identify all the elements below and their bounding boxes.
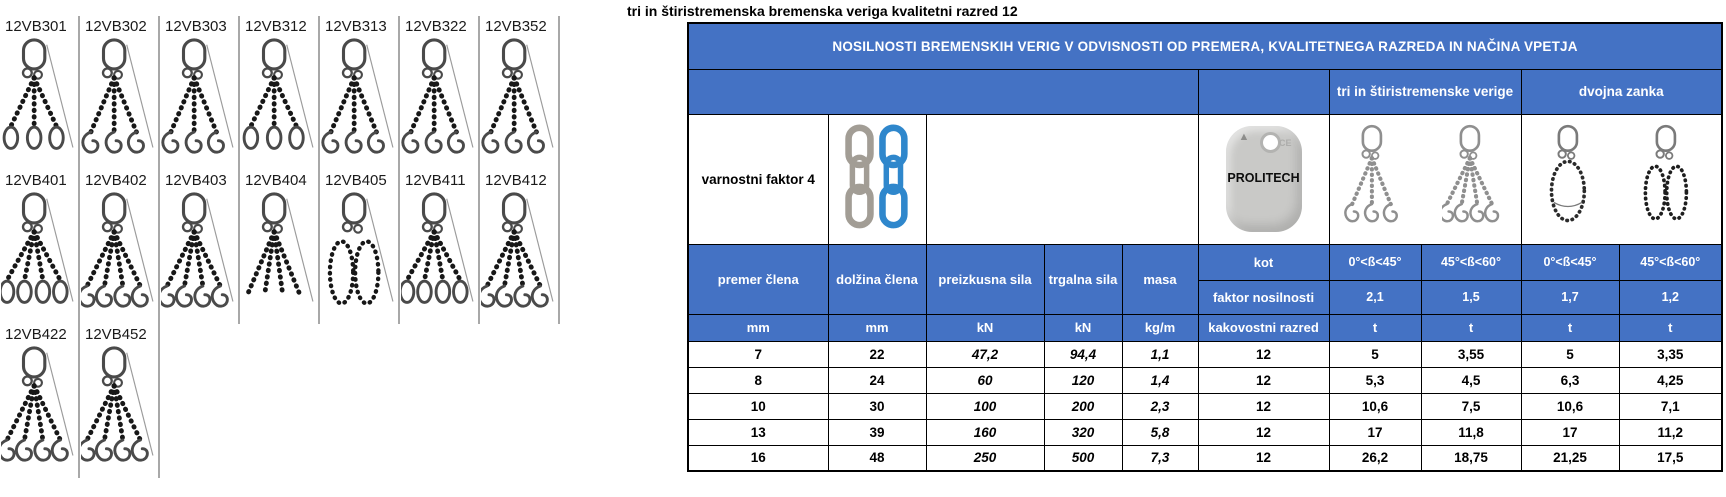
spec-cell: 250 [926,445,1044,471]
spec-cell: 17 [1329,419,1421,445]
product-code-label: 12VB422 [5,326,67,343]
product-sling-image [81,191,157,317]
product-cell-12VB411 [400,170,480,324]
products-row-1 [0,16,624,170]
product-sling-image [1,37,77,163]
spec-cell: 21,25 [1521,445,1619,471]
col-header-preizkusna-sila: preizkusna sila [926,244,1044,314]
group-header-three-four-leg: tri in štiristremenske verige [1329,69,1521,114]
product-code-label: 12VB404 [245,172,307,189]
chain-links-image [842,124,912,230]
spec-cell: 3,35 [1619,341,1722,367]
spec-cell: 1,4 [1122,367,1198,393]
unit-kn: kN [1044,314,1122,341]
spec-cell: 5,3 [1329,367,1421,393]
product-sling-image [321,37,397,163]
spec-cell: 16 [688,445,828,471]
angle-row-label: kot [1198,244,1329,280]
product-cell-12VB303 [160,16,240,170]
spec-cell: 3,55 [1421,341,1521,367]
four-leg-sling-image [1442,123,1506,231]
tag-ce-mark: CE [1278,138,1292,148]
product-cell-12VB352 [480,16,560,170]
spec-cell: 4,5 [1421,367,1521,393]
tag-hole [1263,135,1278,150]
product-cell-12VB422 [0,324,80,478]
spec-cell: 47,2 [926,341,1044,367]
col-header-dolzina-clena: dolžina člena [828,244,926,314]
factor-row-label: faktor nosilnosti [1198,280,1329,314]
table-main-header: NOSILNOSTI BREMENSKIH VERIG V ODVISNOSTI OD PREMERA, KVALITETNEGA RAZREDA IN NAČINA VPETJA [688,23,1722,69]
product-cell-12VB403 [160,170,240,324]
spec-cell: 100 [926,393,1044,419]
quality-class-label: kakovostni razred [1198,314,1329,341]
group-header-row [688,69,1722,114]
angle-value: 0°<ß<45° [1329,244,1421,280]
spec-cell: 500 [1044,445,1122,471]
product-code-label: 12VB352 [485,18,547,35]
product-code-label: 12VB301 [5,18,67,35]
unit-kgm: kg/m [1122,314,1198,341]
spec-cell: 120 [1044,367,1122,393]
spec-cell: 12 [1198,419,1329,445]
spec-cell: 7 [688,341,828,367]
load-capacity-table [687,22,1723,472]
product-cell-12VB302 [80,16,160,170]
empty-header-cell [688,69,1198,114]
empty-header-cell [1198,69,1329,114]
spec-cell: 160 [926,419,1044,445]
double-loop-slings-image-cell [1521,114,1722,244]
chain-links-image-cell [828,114,926,244]
product-cell-12VB452 [80,324,160,478]
spec-row [688,419,1722,445]
units-row [688,314,1722,341]
product-sling-image [481,191,557,317]
spec-cell: 11,2 [1619,419,1722,445]
spec-cell: 13 [688,419,828,445]
spec-cell: 26,2 [1329,445,1421,471]
col-header-masa: masa [1122,244,1198,314]
spec-cell: 5 [1329,341,1421,367]
spec-cell: 17,5 [1619,445,1722,471]
product-sling-image [241,37,317,163]
three-leg-sling-image [1344,123,1408,231]
main-header-row [688,23,1722,69]
spec-cell: 24 [828,367,926,393]
tag-warning-icon: ▲ [1238,131,1250,143]
product-cell-12VB301 [0,16,80,170]
page-title: tri in štiristremenska bremenska veriga kvalitetni razred 12 [627,3,1018,19]
spec-cell: 7,1 [1619,393,1722,419]
spec-cell: 60 [926,367,1044,393]
spec-cell: 48 [828,445,926,471]
product-code-label: 12VB402 [85,172,147,189]
spec-cell: 2,3 [1122,393,1198,419]
prolitech-tag [1226,126,1302,232]
product-code-label: 12VB312 [245,18,307,35]
safety-factor-label: varnostni faktor 4 [688,114,828,244]
spec-cell: 6,3 [1521,367,1619,393]
spec-cell: 1,1 [1122,341,1198,367]
products-row-2 [0,170,624,324]
spec-cell: 17 [1521,419,1619,445]
tag-brand-text: PROLITECH [1227,171,1300,185]
spec-row [688,445,1722,471]
spec-cell: 10,6 [1329,393,1421,419]
product-sling-image [481,37,557,163]
spec-cell: 5 [1521,341,1619,367]
product-cell-12VB405 [320,170,400,324]
spec-row [688,393,1722,419]
product-code-label: 12VB411 [405,172,466,189]
spec-cell: 18,75 [1421,445,1521,471]
col-header-trgalna-sila: trgalna sila [1044,244,1122,314]
spec-cell: 10 [688,393,828,419]
spec-row [688,341,1722,367]
product-sling-image [81,345,157,471]
spec-cell: 12 [1198,367,1329,393]
product-code-label: 12VB405 [325,172,387,189]
spec-cell: 7,5 [1421,393,1521,419]
product-code-label: 12VB412 [485,172,547,189]
three-four-leg-slings-image-cell [1329,114,1521,244]
product-code-label: 12VB403 [165,172,227,189]
product-sling-image [161,37,237,163]
factor-value: 1,2 [1619,280,1722,314]
product-sling-image [1,345,77,471]
unit-mm: mm [828,314,926,341]
product-code-label: 12VB452 [85,326,147,343]
factor-value: 1,7 [1521,280,1619,314]
product-sling-image [321,191,397,317]
spec-cell: 320 [1044,419,1122,445]
product-code-label: 12VB322 [405,18,467,35]
single-loop-sling-image [1540,123,1604,231]
products-panel [0,16,624,478]
angle-value: 45°<ß<60° [1421,244,1521,280]
product-cell-12VB401 [0,170,80,324]
spec-cell: 12 [1198,393,1329,419]
product-cell-12VB404 [240,170,320,324]
id-tag-cell [1198,114,1329,244]
product-sling-image [81,37,157,163]
product-code-label: 12VB302 [85,18,147,35]
spec-cell: 12 [1198,445,1329,471]
unit-t: t [1421,314,1521,341]
unit-mm: mm [688,314,828,341]
spec-cell: 30 [828,393,926,419]
spec-cell: 11,8 [1421,419,1521,445]
empty-cell [926,114,1198,244]
unit-t: t [1521,314,1619,341]
product-code-label: 12VB313 [325,18,387,35]
spec-cell: 4,25 [1619,367,1722,393]
unit-t: t [1329,314,1421,341]
product-sling-image [241,191,317,317]
product-sling-image [401,37,477,163]
angle-value: 45°<ß<60° [1619,244,1722,280]
factor-value: 1,5 [1421,280,1521,314]
product-cell-12VB402 [80,170,160,324]
spec-cell: 8 [688,367,828,393]
group-header-double-loop: dvojna zanka [1521,69,1722,114]
factor-value: 2,1 [1329,280,1421,314]
angle-value: 0°<ß<45° [1521,244,1619,280]
spec-table-wrapper [687,22,1723,472]
product-cell-12VB412 [480,170,560,324]
spec-cell: 200 [1044,393,1122,419]
product-cell-12VB313 [320,16,400,170]
spec-data-rows [688,341,1722,471]
spec-cell: 12 [1198,341,1329,367]
illustration-row [688,114,1722,244]
product-code-label: 12VB401 [5,172,67,189]
spec-cell: 5,8 [1122,419,1198,445]
unit-kn: kN [926,314,1044,341]
product-sling-image [1,191,77,317]
spec-cell: 94,4 [1044,341,1122,367]
product-sling-image [161,191,237,317]
product-sling-image [401,191,477,317]
product-code-label: 12VB303 [165,18,227,35]
product-cell-12VB322 [400,16,480,170]
double-loop-sling-image [1638,123,1702,231]
spec-cell: 7,3 [1122,445,1198,471]
product-cell-12VB312 [240,16,320,170]
spec-cell: 39 [828,419,926,445]
unit-t: t [1619,314,1722,341]
spec-row [688,367,1722,393]
products-row-3 [0,324,624,478]
angle-header-row [688,244,1722,280]
col-header-premer-clena: premer člena [688,244,828,314]
spec-cell: 22 [828,341,926,367]
spec-cell: 10,6 [1521,393,1619,419]
